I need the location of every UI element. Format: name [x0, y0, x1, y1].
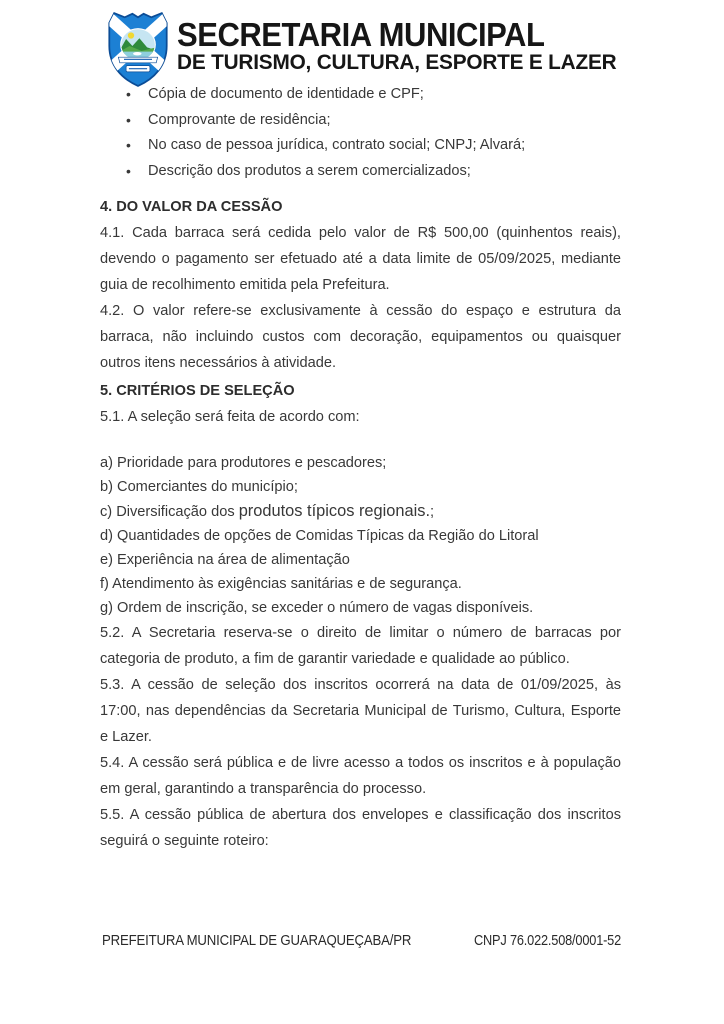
criterion-g: g) Ordem de inscrição, se exceder o número de vagas disponíveis.: [100, 600, 534, 616]
bullet-icon: •: [126, 137, 131, 153]
paragraph-5-4: 5.4. A cessão será pública e de livre acesso a todos os inscritos e à população em geral, garantindo a transparência do processo.: [100, 755, 621, 797]
criterion-d: d) Quantidades de opções de Comidas Típicas da Região do Litoral: [100, 528, 539, 544]
criterion-c-suffix: ;: [430, 504, 435, 520]
list-item: [100, 82, 621, 108]
footer-municipality: PREFEITURA MUNICIPAL DE GUARAQUEÇABA/PR: [102, 932, 412, 949]
list-item: [100, 133, 621, 159]
footer-cnpj: CNPJ 76.022.508/0001-52: [473, 932, 621, 949]
paragraph-5-5: 5.5. A cessão pública de abertura dos envelopes e classificação dos inscritos seguirá o seguinte roteiro:: [100, 807, 621, 849]
list-item-text: Comprovante de residência;: [148, 111, 331, 128]
list-item-text: Descrição dos produtos a serem comercializados;: [148, 162, 471, 179]
criterion-b: b) Comerciantes do município;: [100, 479, 298, 495]
paragraph-4-1: 4.1. Cada barraca será cedida pelo valor de R$ 500,00 (quinhentos reais), devendo o pagamento ser efetuado até a data limite de 05/09/2025, mediante guia de recolhimento emitida pela Prefeitura.: [100, 225, 621, 293]
criterion-c-prefix: c) Diversificação dos: [100, 504, 239, 520]
crest-sun: [128, 32, 134, 38]
criterion-c-emphasis: produtos típicos regionais.: [238, 502, 431, 520]
criterion-c: [100, 499, 621, 524]
selection-criteria-list: [100, 451, 621, 620]
paragraph-4-2: 4.2. O valor refere-se exclusivamente à cessão do espaço e estrutura da barraca, não incluindo custos com decoração, equipamentos ou quaisquer outros itens necessários à atividade.: [100, 303, 621, 371]
bullet-icon: •: [126, 162, 131, 179]
document-footer: [100, 932, 621, 952]
list-item-text: Cópia de documento de identidade e CPF;: [148, 86, 424, 102]
criterion-e: e) Experiência na área de alimentação: [100, 552, 350, 568]
paragraph-5-3: 5.3. A cessão de seleção dos inscritos ocorrerá na data de 01/09/2025, às 17:00, nas dependências da Secretaria Municipal de Turismo, Cultura, Esporte e Lazer.: [100, 677, 621, 745]
paragraph-5-1: 5.1. A seleção será feita de acordo com:: [100, 409, 360, 425]
org-title: SECRETARIA MUNICIPAL: [177, 16, 545, 53]
crest-boat: [133, 52, 141, 55]
criterion-f: f) Atendimento às exigências sanitárias e de segurança.: [100, 576, 462, 592]
document-body: [100, 82, 621, 854]
list-item: [100, 159, 621, 185]
bullet-icon: •: [126, 111, 131, 128]
org-subtitle: DE TURISMO, CULTURA, ESPORTE E LAZER: [177, 51, 617, 74]
header-title-block: [177, 16, 621, 74]
bullet-icon: •: [126, 86, 131, 102]
criterion-a: a) Prioridade para produtores e pescadores;: [100, 455, 387, 471]
paragraph-5-2: 5.2. A Secretaria reserva-se o direito de limitar o número de barracas por categoria de produto, a fim de garantir variedade e qualidade ao público.: [100, 625, 621, 667]
section-5-heading: 5. CRITÉRIOS DE SELEÇÃO: [100, 383, 295, 399]
municipal-crest-icon: [103, 11, 173, 88]
list-item: [100, 108, 621, 134]
document-header: [0, 0, 724, 90]
required-documents-list: [100, 82, 621, 184]
section-4-heading: 4. DO VALOR DA CESSÃO: [100, 199, 283, 215]
list-item-text: No caso de pessoa jurídica, contrato social; CNPJ; Alvará;: [148, 137, 526, 153]
